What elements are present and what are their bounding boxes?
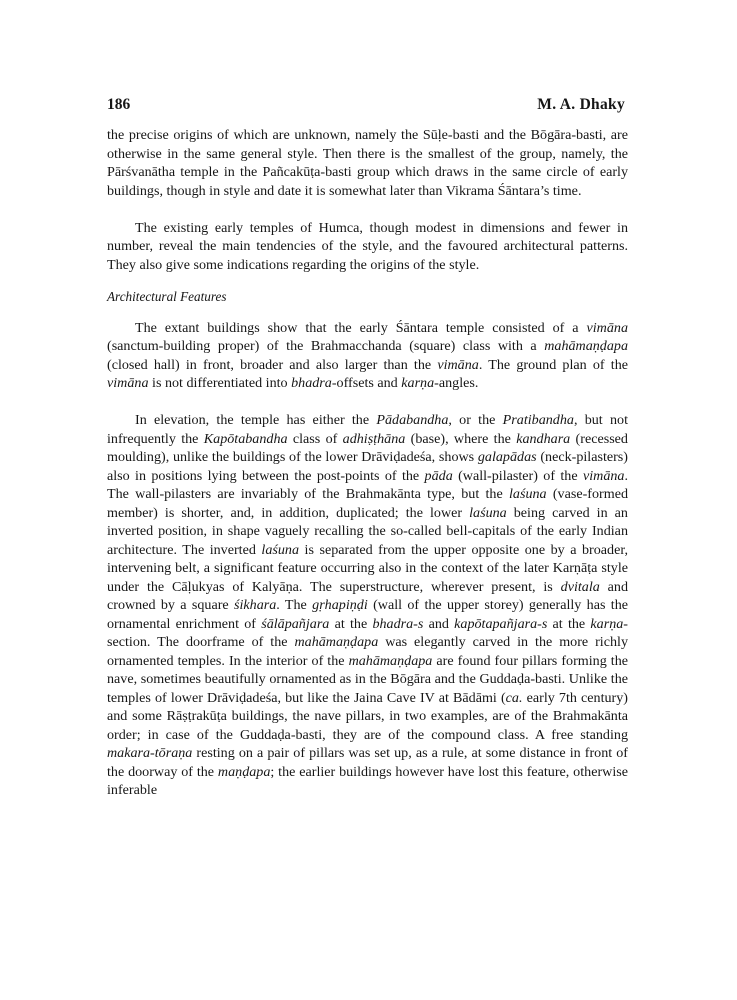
term-sikhara: śikhara bbox=[234, 597, 277, 613]
text-run: In elevation, the temple has either the bbox=[135, 412, 377, 428]
text-run: -section. The doorframe of the bbox=[107, 615, 628, 650]
text-run: (closed hall) in front, broader and also larger than the bbox=[107, 356, 438, 373]
section-heading: Architectural Features bbox=[107, 289, 227, 304]
text-run: -angles. bbox=[434, 375, 479, 391]
term-pratibandha: Pratibandha bbox=[502, 412, 574, 428]
text-run: being carved in an inverted position, in shape vaguely recalling the so-called bell-capitals of the early Indian architecture. The inverted bbox=[107, 504, 628, 558]
term-grhapindi: gṛhapiṇḍi bbox=[312, 597, 368, 613]
term-pada: pāda bbox=[424, 467, 453, 484]
term-vimana: vimāna bbox=[582, 467, 625, 484]
text-run: resting on a pair of pillars was set up, as a rule, at some distance in front of the doorway of the bbox=[107, 745, 628, 780]
term-lasuna: laśuna bbox=[469, 504, 507, 521]
term-bhadra: bhadra bbox=[291, 375, 332, 391]
term-mahamandapa: mahāmaṇḍapa bbox=[294, 634, 379, 650]
term-kapotabandha: Kapōtabandha bbox=[203, 430, 288, 447]
text-run: (base), where the bbox=[405, 430, 517, 447]
text-run: (neck-pilasters) also in positions lying between the post-points of the bbox=[107, 449, 628, 484]
term-lasuna: laśuna bbox=[509, 486, 547, 502]
term-karna: karṇa bbox=[590, 615, 624, 632]
term-karna: karṇa bbox=[401, 375, 435, 391]
term-padabandha: Pādabandha bbox=[376, 412, 449, 428]
term-galapadas: galapādas bbox=[477, 449, 537, 465]
text-run: was elegantly carved in the more richly ornamented temples. In the interior of the bbox=[107, 634, 628, 669]
term-mahamandapa: mahāmaṇḍapa bbox=[348, 652, 433, 669]
text-run: (sanctum-building proper) of the Brahmacchanda (square) class with a bbox=[107, 338, 545, 354]
term-vimana: vimāna bbox=[437, 356, 479, 373]
term-salapanjara: śālāpañjara bbox=[261, 615, 330, 632]
term-vimana: vimāna bbox=[586, 319, 628, 336]
body-text bbox=[107, 126, 628, 800]
term-kandhara: kandhara bbox=[516, 430, 571, 447]
paragraph-2: The existing early temples of Humca, though modest in dimensions and fewer in number, reveal the main tendencies of the style, and the favoured architectural patterns. They also give some indications regarding the origins of the style. bbox=[107, 219, 628, 273]
term-bhadra-s: bhadra-s bbox=[372, 615, 424, 632]
term-kapotapanjara-s: kapōtapañjara-s bbox=[454, 615, 548, 632]
text-run: -offsets and bbox=[331, 375, 402, 391]
text-run: are found four pillars forming the nave, sometimes beautifully ornamented as in the Bōgāra and the Guddaḍa-basti. Unlike the temples of lower Drāviḍadeśa, but like the Jaina Cave IV at Bādāmi ( bbox=[107, 652, 628, 706]
text-run: class of bbox=[287, 430, 343, 447]
text-run: . The bbox=[276, 597, 313, 613]
text-run: (wall-pilaster) of the bbox=[452, 467, 583, 484]
term-ca: ca. bbox=[505, 689, 523, 706]
term-vimana: vimāna bbox=[107, 375, 149, 391]
text-run: . The ground plan of the bbox=[478, 356, 629, 373]
text-run: at the bbox=[547, 615, 591, 632]
text-run: (recessed moulding), unlike the buildings of the lower Drāviḍadeśa, shows bbox=[107, 430, 628, 465]
text-run: is not differentiated into bbox=[148, 375, 292, 391]
term-adhisthana: adhiṣṭhāna bbox=[342, 430, 406, 447]
text-run: and bbox=[423, 615, 455, 632]
text-run: is separated from the upper opposite one by a broader, intervening belt, a significant feature occurring also in the context of the later Karṇāṭa style under the Cāḷukyas of Kalyāṇa. The superstructure, wherever present, is bbox=[107, 541, 628, 595]
text-run: and crowned by a square bbox=[107, 578, 629, 613]
text-run: (wall of the upper storey) generally has the ornamental enrichment of bbox=[107, 597, 628, 632]
text-run: (vase-formed member) is shorter, and, in addition, duplicated; the lower bbox=[107, 486, 628, 521]
term-mahamandapa: mahāmaṇḍapa bbox=[544, 338, 628, 354]
term-mandapa: maṇḍapa bbox=[217, 763, 271, 780]
text-run: , or the bbox=[448, 412, 503, 428]
text-run: . The wall-pilasters are invariably of the Brahmakānta type, but the bbox=[107, 467, 628, 502]
text-run: The extant buildings show that the early Śāntara temple consisted of a bbox=[135, 319, 587, 336]
text-run: at the bbox=[329, 615, 373, 632]
term-makara-torana: makara-tōraṇa bbox=[107, 745, 193, 761]
paragraph-1: the precise origins of which are unknown, namely the Sūḷe-basti and the Bōgāra-basti, are otherwise in the same general style. Then there is the smallest of the group, namely, the Pārśvanātha temple in the Pañcakūṭa-basti group which draws in the same circle of early buildings, though in style and date it is somewhat later than Vikrama Śāntara’s time. bbox=[107, 127, 628, 199]
paragraph-4 bbox=[107, 411, 628, 800]
term-dvitala: dvitala bbox=[560, 578, 600, 595]
text-run: ; the earlier buildings however have lost this feature, otherwise inferable bbox=[107, 763, 628, 798]
page-number: 186 bbox=[107, 96, 131, 113]
running-head-author: M. A. Dhaky bbox=[537, 96, 625, 113]
running-head bbox=[107, 96, 625, 120]
text-run: early 7th century) and some Rāṣṭrakūṭa buildings, the nave pillars, in two examples, are of the Brahmakānta order; in case of the Guddaḍa-basti, they are of the compound class. A free standing bbox=[107, 689, 628, 743]
text-run: , but not infrequently the bbox=[107, 412, 628, 447]
paragraph-3 bbox=[107, 319, 628, 393]
term-lasuna: laśuna bbox=[261, 541, 300, 558]
